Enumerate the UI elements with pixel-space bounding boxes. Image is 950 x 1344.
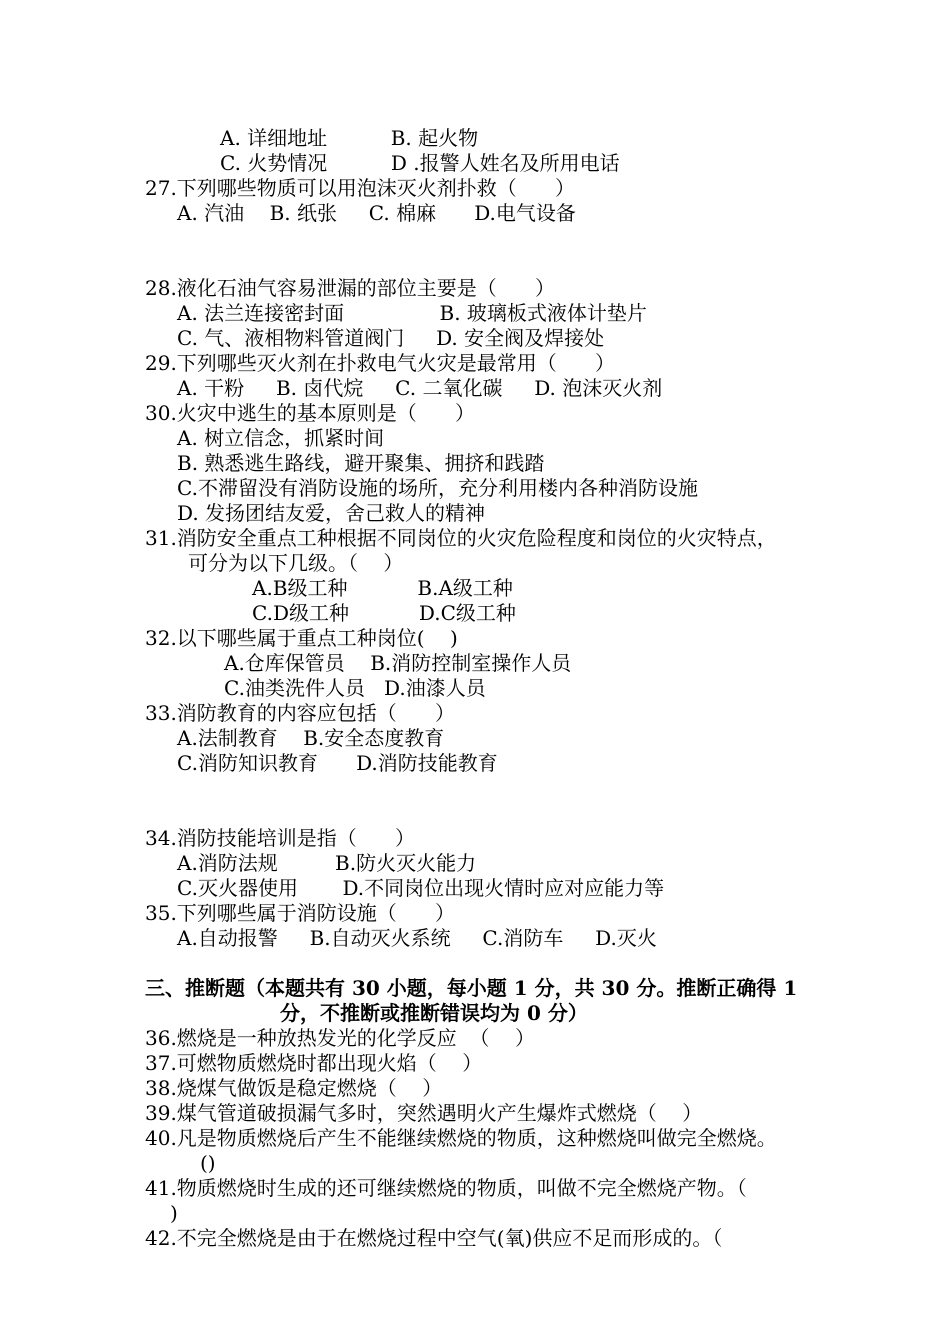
text-line: A.仓库保管员 B.消防控制室操作人员 [224,651,572,675]
text-line: A. 树立信念，抓紧时间 [177,426,385,450]
section-heading-line: 分，不推断或推断错误均为 0 分） [280,1001,588,1025]
text-line: 37.可燃物质燃烧时都出现火焰（ ） [145,1051,483,1075]
text-line: C.灭火器使用 D.不同岗位出现火情时应对应能力等 [177,876,665,900]
text-line: A. 干粉 B. 卤代烷 C. 二氧化碳 D. 泡沫灭火剂 [177,376,663,400]
text-line: A. 详细地址 B. 起火物 [220,126,479,150]
text-line: 35.下列哪些属于消防设施（ ） [145,901,455,925]
text-line: 可分为以下几级。（ ） [188,551,404,575]
text-line: 28.液化石油气容易泄漏的部位主要是（ ） [145,276,555,300]
text-line: 40.凡是物质燃烧后产生不能继续燃烧的物质，这种燃烧叫做完全燃烧。 [145,1126,777,1150]
text-line: A.法制教育 B.安全态度教育 [177,726,445,750]
text-line: 39.煤气管道破损漏气多时，突然遇明火产生爆炸式燃烧（ ） [145,1101,703,1125]
text-line: 41.物质燃烧时生成的还可继续燃烧的物质，叫做不完全燃烧产物。（ [145,1176,747,1200]
text-line: C.D级工种 D.C级工种 [252,601,516,625]
text-line: 34.消防技能培训是指（ ） [145,826,415,850]
text-line: D. 发扬团结友爱，舍己救人的精神 [177,501,486,525]
text-line: ) [170,1201,178,1225]
text-line: () [200,1151,216,1175]
text-line: 32.以下哪些属于重点工种岗位( ) [145,626,458,650]
section-heading-line: 三、推断题（本题共有 30 小题，每小题 1 分，共 30 分。推断正确得 1 [145,976,798,1000]
text-line: 31.消防安全重点工种根据不同岗位的火灾危险程度和岗位的火灾特点， [145,526,777,550]
text-line: 38.烧煤气做饭是稳定燃烧（ ） [145,1076,443,1100]
text-line: A.消防法规 B.防火灭火能力 [177,851,477,875]
text-line: C.油类洗件人员 D.油漆人员 [224,676,486,700]
text-line: C.不滞留没有消防设施的场所，充分利用楼内各种消防设施 [177,476,698,500]
text-line: A.B级工种 B.A级工种 [252,576,513,600]
text-line: C. 火势情况 D .报警人姓名及所用电话 [220,151,620,175]
text-line: 33.消防教育的内容应包括（ ） [145,701,455,725]
text-line: 36.燃烧是一种放热发光的化学反应 （ ） [145,1026,535,1050]
text-line: A. 法兰连接密封面 B. 玻璃板式液体计垫片 [177,301,647,325]
text-line: C. 气、液相物料管道阀门 D. 安全阀及焊接处 [177,326,605,350]
text-line: B. 熟悉逃生路线，避开聚集、拥挤和践踏 [177,451,545,475]
text-line: A.自动报警 B.自动灭火系统 C.消防车 D.灭火 [177,926,657,950]
text-line: C.消防知识教育 D.消防技能教育 [177,751,498,775]
text-line: A. 汽油 B. 纸张 C. 棉麻 D.电气设备 [177,201,576,225]
text-line: 29.下列哪些灭火剂在扑救电气火灾是最常用（ ） [145,351,615,375]
text-line: 27.下列哪些物质可以用泡沫灭火剂扑救（ ） [145,176,575,200]
text-line: 30.火灾中逃生的基本原则是（ ） [145,401,475,425]
text-line: 42.不完全燃烧是由于在燃烧过程中空气(氧)供应不足而形成的。（ [145,1226,723,1250]
